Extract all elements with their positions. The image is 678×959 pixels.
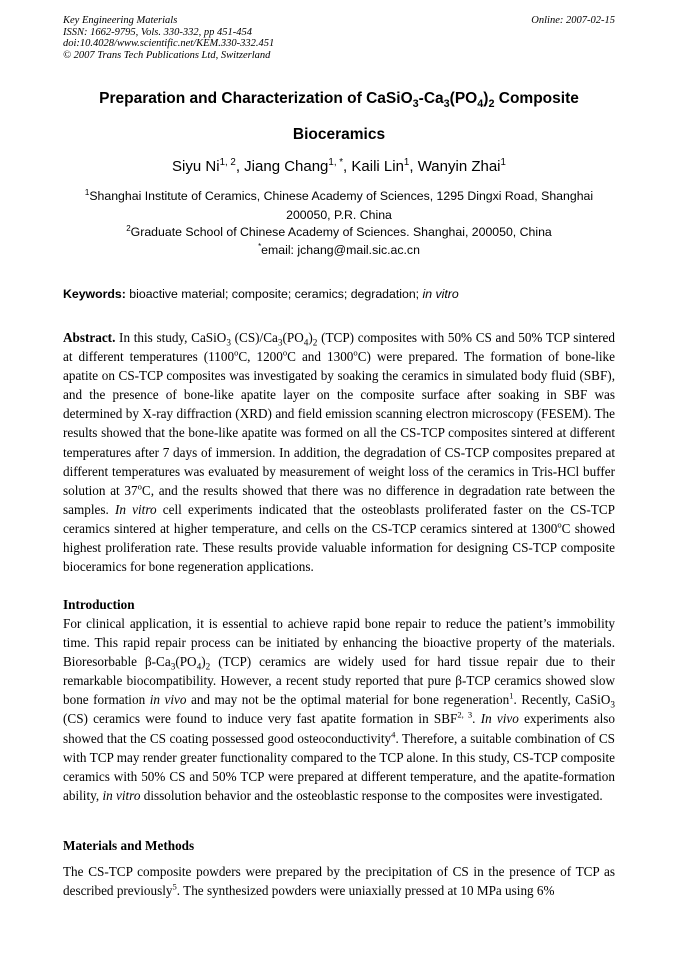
author: Jiang Chang$^{1, *}$, (244, 157, 352, 175)
introduction-body: For clinical application, it is essential to achieve rapid bone repair to reduce the patient’s immobility time. This rapid repair process can be initiated by enhancing the bioactive property of the materials. Bioresorbable $\beta-Ca_3(PO_4)_2$ (TCP) ceramics are widely used for hard tissue repair due to their remarkable biocompatibility. However, a recent study reported that pure β-TCP ceramics showed slow bone formation in vivo and may not be the optimal material for bone regeneration$^1$. Recently, CaSiO$_3$ (CS) ceramics were found to induce very fast apatite formation in SBF$^{2, 3}$. In vivo experiments also showed that the CS coating possessed good osteoconductivity$^4$. Therefore, a suitable combination of CS with TCP may render greater functionality compared to the TCP alone. In this study, CS-TCP composite ceramics with 50% CS and 50% TCP were prepared at different temperature, and the apatite-formation ability, in vitro dissolution behavior and the osteoblastic response to the composites were investigated. (63, 616, 615, 803)
corresponding-email: *email: jchang@mail.sic.ac.cn (258, 241, 420, 257)
journal-name: Key Engineering Materials (63, 15, 178, 26)
methods-heading: Materials and Methods (63, 838, 195, 853)
affiliation-1: $^1$Shanghai Institute of Ceramics, Chinese Academy of Sciences, 1295 Dingxi Road, Shanghai 200050, P.R. China (84, 187, 594, 222)
online-date: Online: 2007-02-15 (531, 15, 615, 26)
copyright-line: © 2007 Trans Tech Publications Ltd, Switzerland (63, 49, 271, 61)
keywords: Keywords: bioactive material; composite; ceramics; degradation; in vitro (63, 287, 459, 301)
author-list (63, 158, 615, 175)
affiliation-2: $^2$Graduate School of Chinese Academy of Sciences. Shanghai, 200050, China (126, 223, 552, 239)
journal-header (63, 15, 615, 61)
doi-line: doi:10.4028/www.scientific.net/KEM.330-332.451 (63, 38, 275, 49)
abstract: Abstract. In this study, CaSiO$_3$ $(CS)/Ca_3(PO_4)_2$ (TCP) composites with 50% CS and 50% TCP sintered at different temperatures (1100$^o$C, 1200$^o$C and 1300$^o$C) were prepared. The formation of bone-like apatite on CS-TCP composites was investigated by soaking the ceramics in simulated body fluid (SBF), and the presence of bone-like apatite layer on the composite surface after soaking in SBF was determined by X-ray diffraction (XRD) and field emission scanning electron microscopy (FESEM). The results showed that the bone-like apatite was formed on all the CS-TCP composites sintered at different temperatures after 7 days of immersion. In addition, the degradation of CS-TCP composites prepared at different temperatures was evaluated by measurement of weight loss of the ceramics in Tris-HCl buffer solution at 37$^o$C, and the results showed that there was no difference in degradation rate between the samples. In vitro cell experiments indicated that the osteoblasts proliferated faster on the CS-TCP ceramics sintered at higher temperature, and cells on the CS-TCP ceramics sintered at 1300$^o$C showed highest proliferation rate. These results provide valuable information for designing CS-TCP composite bioceramics for bone regeneration applications. (63, 330, 616, 575)
introduction-heading: Introduction (63, 597, 135, 612)
paper-title-line2: Bioceramics (292, 126, 386, 143)
paper-title: Preparation and Characterization of $CaSiO_3-Ca_3(PO_4)_2$ Composite (99, 90, 579, 111)
methods-body: The CS-TCP composite powders were prepared by the precipitation of CS in the presence of TCP as described previously$^5$. The synthesized powders were uniaxially pressed at 10 MPa using 6% (63, 864, 615, 899)
author: Wanyin Zhai$^1$ (417, 157, 506, 175)
author: Siyu Ni$^{1, 2}$, (172, 157, 245, 175)
author: Kaili Lin$^1$, (351, 157, 418, 175)
issn-line: ISSN: 1662-9795, Vols. 330-332, pp 451-454 (63, 26, 252, 38)
